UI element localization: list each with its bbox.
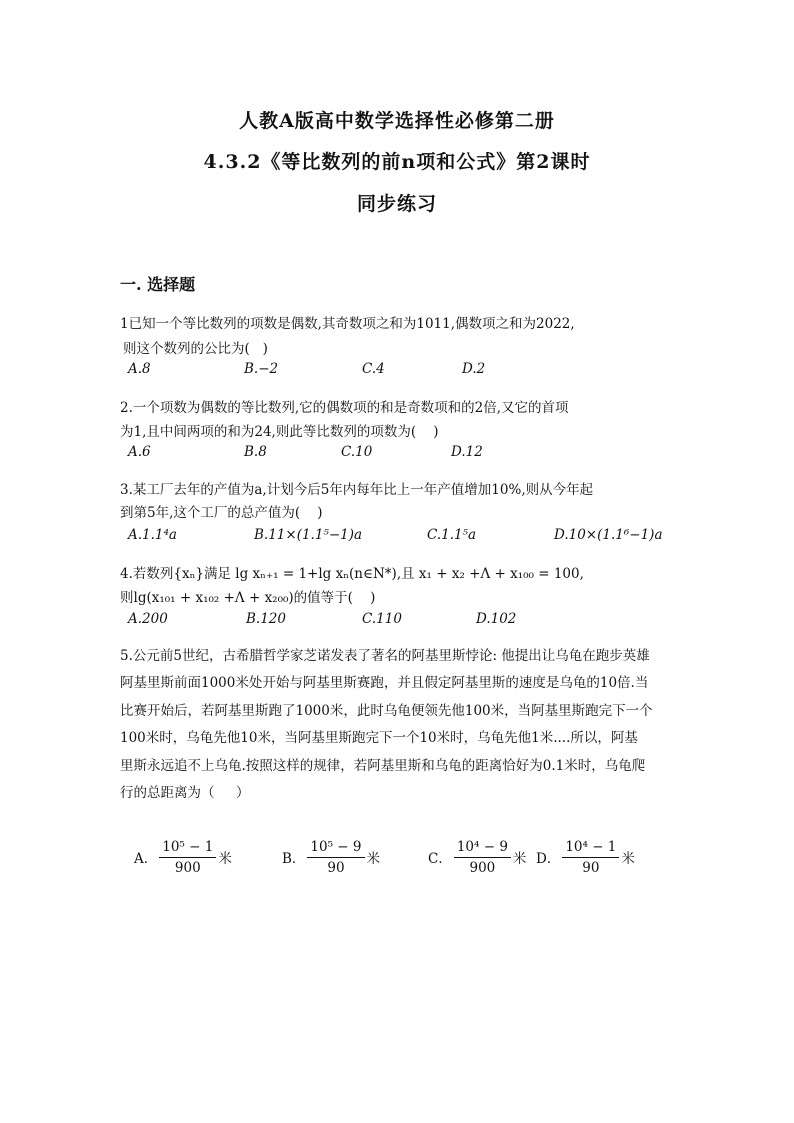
q5-option-c-label: C．: [428, 851, 452, 867]
q5-option-d-label: D．: [536, 851, 561, 867]
q5-option-a-numerator: 10⁵ − 1: [159, 839, 216, 858]
q3-option-b: B.11×(1.1⁵−1)a: [254, 527, 363, 543]
q5-option-b: [282, 834, 380, 880]
q5-stem-line1: 5.公元前5世纪，古希腊哲学家芝诺发表了著名的阿基里斯悖论: 他提出让乌龟在跑步英雄: [120, 648, 650, 664]
q1-option-c: C.4: [362, 361, 385, 377]
q5-option-c-denominator: 900: [469, 859, 496, 876]
q4-stem-line1: 4.若数列{xₙ}满足 lg xₙ₊₁ = 1+lg xₙ(n∈N*),且 x₁ + x₂ +Λ + x₁₀₀ = 100,: [120, 566, 584, 582]
q5-stem-line4: 100米时，乌龟先他10米，当阿基里斯跑完下一个10米时，乌龟先他1米....所以，阿基: [120, 730, 638, 746]
q5-option-b-fraction: [307, 839, 364, 876]
q5-option-c-unit: 米: [512, 851, 527, 867]
q2-option-a: A.6: [128, 444, 151, 460]
q3-option-a: A.1.1⁴a: [128, 527, 177, 543]
q5-option-c-fraction: [454, 839, 511, 876]
q1-option-a: A.8: [128, 361, 151, 377]
q2-stem-line1: 2.一个项数为偶数的等比数列,它的偶数项的和是奇数项和的2倍,又它的首项: [120, 400, 569, 416]
exercise-subtitle: 同步练习: [356, 193, 437, 215]
q5-stem-line5: 里斯永远追不上乌龟.按照这样的规律，若阿基里斯和乌龟的距离恰好为0.1米时，乌龟爬: [120, 758, 646, 774]
q2-option-c: C.10: [341, 444, 373, 460]
q5-option-b-unit: 米: [366, 851, 380, 867]
q5-option-d-denominator: 90: [582, 859, 600, 876]
q5-option-d-fraction: [562, 839, 619, 876]
q5-option-b-denominator: 90: [327, 859, 345, 876]
q2-option-d: D.12: [451, 444, 483, 460]
q3-stem-line1: 3.某工厂去年的产值为a,计划今后5年内每年比上一年产值增加10%,则从今年起: [120, 482, 594, 498]
q5-option-a-label: A．: [134, 851, 158, 867]
q4-option-a: A.200: [128, 611, 168, 627]
q5-option-c-numerator: 10⁴ − 9: [454, 839, 511, 858]
q2-option-b: B.8: [244, 444, 267, 460]
q1-stem-line1: 1已知一个等比数列的项数是偶数,其奇数项之和为1011,偶数项之和为2022,: [120, 316, 575, 332]
q5-option-d: [536, 834, 635, 880]
q4-option-d: D.102: [476, 611, 517, 627]
q5-option-a-fraction: [159, 839, 216, 876]
q4-option-c: C.110: [362, 611, 402, 627]
q5-option-c: [428, 834, 526, 880]
q1-option-b: B.−2: [244, 361, 279, 377]
lesson-title: 4.3.2《等比数列的前n项和公式》第2课时: [203, 151, 591, 173]
q5-stem-line3: 比赛开始后，若阿基里斯跑了1000米，此时乌龟便领先他100米，当阿基里斯跑完下一个: [120, 703, 653, 719]
q5-option-d-numerator: 10⁴ − 1: [562, 839, 619, 858]
q5-stem-line2: 阿基里斯前面1000米处开始与阿基里斯赛跑，并且假定阿基里斯的速度是乌龟的10倍.当: [120, 675, 649, 691]
q3-stem-line2: 到第5年,这个工厂的总产值为( ): [120, 505, 323, 521]
document-title: 人教A版高中数学选择性必修第二册: [239, 110, 555, 132]
q5-option-d-unit: 米: [621, 851, 635, 867]
q4-option-b: B.120: [246, 611, 286, 627]
q5-option-a-unit: 米: [218, 851, 232, 867]
q3-option-d: D.10×(1.1⁶−1)a: [554, 527, 663, 543]
q2-stem-line2: 为1,且中间两项的和为24,则此等比数列的项数为( ): [120, 424, 439, 440]
q1-stem-line2: 则这个数列的公比为( ): [123, 341, 268, 357]
q1-option-d: D.2: [462, 361, 486, 377]
q5-option-a-denominator: 900: [174, 859, 201, 876]
q5-option-b-label: B．: [282, 851, 306, 867]
q3-option-c: C.1.1⁵a: [427, 527, 477, 543]
q5-stem-line6: 行的总距离为（ ）: [120, 785, 250, 801]
section-title: 一. 选择题: [120, 275, 196, 294]
q4-stem-line2: 则lg(x₁₀₁ + x₁₀₂ +Λ + x₂₀₀)的值等于( ): [120, 590, 376, 606]
q5-option-b-numerator: 10⁵ − 9: [307, 839, 364, 858]
q5-option-a: [134, 834, 232, 880]
